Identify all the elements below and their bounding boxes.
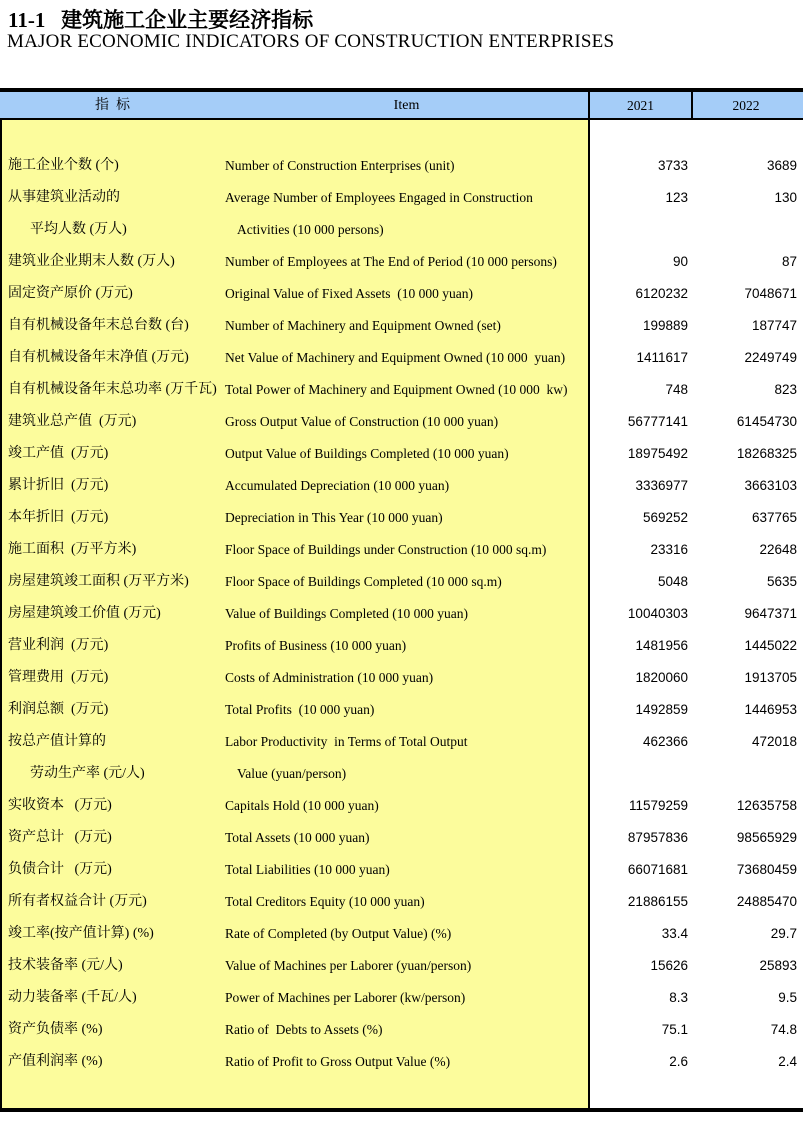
value-2021: 11579259 <box>628 798 688 813</box>
indicator-name-en: Total Profits (10 000 yuan) <box>225 702 375 717</box>
table-body <box>0 120 803 1108</box>
indicator-name-cn: 平均人数 (万人) <box>30 222 127 237</box>
indicator-name-en: Accumulated Depreciation (10 000 yuan) <box>225 478 450 493</box>
value-2022: 3689 <box>766 158 797 173</box>
value-2022: 61454730 <box>736 414 797 429</box>
indicator-name-cn: 产值利润率 (%) <box>8 1054 103 1069</box>
indicator-name-en: Value of Buildings Completed (10 000 yuan) <box>225 606 468 621</box>
table-row <box>2 982 803 1014</box>
value-2021: 199889 <box>642 318 688 333</box>
indicator-name-en: Ratio of Profit to Gross Output Value (%) <box>225 1054 451 1069</box>
table-row <box>2 1046 803 1078</box>
value-2022: 73680459 <box>736 862 797 877</box>
value-2021: 6120232 <box>635 286 688 301</box>
table-row <box>2 278 803 310</box>
value-2022: 5635 <box>766 574 797 589</box>
indicator-name-cn: 管理费用 (万元) <box>8 670 109 685</box>
table-row <box>2 758 803 790</box>
value-2022: 2249749 <box>744 350 797 365</box>
table-row <box>2 438 803 470</box>
table-row <box>2 374 803 406</box>
indicator-name-cn: 负债合计 (万元) <box>8 862 112 877</box>
table-row <box>2 630 803 662</box>
table-row <box>2 310 803 342</box>
value-2022: 9.5 <box>778 990 797 1005</box>
indicator-name-cn: 竣工率(按产值计算) (%) <box>8 926 154 941</box>
table-row <box>2 726 803 758</box>
indicator-name-en: Depreciation in This Year (10 000 yuan) <box>225 510 443 525</box>
value-2021: 15626 <box>650 958 688 973</box>
value-2021: 1492859 <box>635 702 688 717</box>
indicator-name-en: Total Creditors Equity (10 000 yuan) <box>225 894 425 909</box>
indicator-name-en: Floor Space of Buildings Completed (10 000 sq.m) <box>225 574 502 589</box>
value-2022: 130 <box>774 190 797 205</box>
table-row <box>2 214 803 246</box>
indicator-name-en: Net Value of Machinery and Equipment Owned (10 000 yuan) <box>225 350 566 365</box>
indicator-name-cn: 本年折旧 (万元) <box>8 510 109 525</box>
value-2021: 18975492 <box>627 446 688 461</box>
value-2022: 823 <box>774 382 797 397</box>
table-row <box>2 534 803 566</box>
indicator-name-cn: 技术装备率 (元/人) <box>8 958 123 973</box>
indicator-name-cn: 营业利润 (万元) <box>8 638 109 653</box>
value-2022: 472018 <box>751 734 797 749</box>
value-2022: 637765 <box>751 510 797 525</box>
indicator-name-en: Number of Machinery and Equipment Owned (set) <box>225 318 501 333</box>
table-row <box>2 662 803 694</box>
indicator-name-cn: 累计折旧 (万元) <box>8 478 109 493</box>
indicator-name-en: Power of Machines per Laborer (kw/person) <box>225 990 466 1005</box>
indicator-name-en: Value (yuan/person) <box>237 766 347 781</box>
value-2021: 23316 <box>650 542 688 557</box>
table-row <box>2 694 803 726</box>
value-2021: 2.6 <box>669 1054 688 1069</box>
value-2021: 8.3 <box>669 990 688 1005</box>
value-2022: 12635758 <box>736 798 797 813</box>
indicator-name-cn: 自有机械设备年末净值 (万元) <box>8 350 189 365</box>
table-row <box>2 598 803 630</box>
indicator-name-cn: 建筑业总产值 (万元) <box>8 414 137 429</box>
indicators-table <box>0 88 803 1112</box>
indicator-name-en: Output Value of Buildings Completed (10 000 yuan) <box>225 446 509 461</box>
value-2021: 748 <box>665 382 688 397</box>
value-2022: 87 <box>781 254 797 269</box>
value-2022: 9647371 <box>744 606 797 621</box>
value-2022 <box>688 214 797 246</box>
indicator-name-en: Rate of Completed (by Output Value) (%) <box>225 926 452 941</box>
indicator-name-cn: 建筑业企业期末人数 (万人) <box>8 254 175 269</box>
value-2021: 75.1 <box>661 1022 688 1037</box>
value-2022: 29.7 <box>770 926 797 941</box>
indicator-name-cn: 固定资产原价 (万元) <box>8 286 133 301</box>
indicator-name-cn: 从事建筑业活动的 <box>8 190 120 205</box>
value-2022: 22648 <box>759 542 797 557</box>
column-header-2021: 2021 <box>588 92 691 118</box>
table-row <box>2 406 803 438</box>
value-2021: 21886155 <box>627 894 688 909</box>
value-2021: 33.4 <box>661 926 688 941</box>
indicator-name-cn: 所有者权益合计 (万元) <box>8 894 147 909</box>
indicator-name-en: Floor Space of Buildings under Construction (10 000 sq.m) <box>225 542 547 557</box>
indicator-name-en: Profits of Business (10 000 yuan) <box>225 638 407 653</box>
value-2022: 1446953 <box>744 702 797 717</box>
indicator-name-cn: 资产负债率 (%) <box>8 1022 103 1037</box>
value-2021: 1820060 <box>635 670 688 685</box>
value-2021: 90 <box>672 254 688 269</box>
indicator-name-cn: 按总产值计算的 <box>8 734 106 749</box>
value-2021: 87957836 <box>627 830 688 845</box>
indicator-name-cn: 动力装备率 (千瓦/人) <box>8 990 137 1005</box>
value-2021 <box>588 758 688 790</box>
table-header-row <box>0 92 803 120</box>
table-row <box>2 1014 803 1046</box>
indicator-name-en: Gross Output Value of Construction (10 000 yuan) <box>225 414 499 429</box>
value-2022: 187747 <box>751 318 797 333</box>
page-title-cn: 11-1 建筑施工企业主要经济指标 <box>8 8 314 32</box>
indicator-name-en: Capitals Hold (10 000 yuan) <box>225 798 379 813</box>
indicator-name-cn: 利润总额 (万元) <box>8 702 109 717</box>
value-2021: 462366 <box>642 734 688 749</box>
value-2021: 1411617 <box>636 350 688 365</box>
indicator-name-cn: 施工面积 (万平方米) <box>8 542 137 557</box>
table-row <box>2 246 803 278</box>
value-2021: 3733 <box>657 158 688 173</box>
indicator-name-en: Average Number of Employees Engaged in Construction <box>225 190 533 205</box>
value-2022 <box>688 758 797 790</box>
value-2022: 7048671 <box>744 286 797 301</box>
value-2021: 56777141 <box>627 414 688 429</box>
indicator-name-en: Original Value of Fixed Assets (10 000 yuan) <box>225 286 473 301</box>
table-bottom-rule <box>0 1108 803 1112</box>
indicator-name-en: Total Power of Machinery and Equipment Owned (10 000 kw) <box>225 382 568 397</box>
value-2022: 18268325 <box>736 446 797 461</box>
indicator-name-cn: 施工企业个数 (个) <box>8 158 119 173</box>
value-2022: 25893 <box>759 958 797 973</box>
indicator-name-en: Total Assets (10 000 yuan) <box>225 830 370 845</box>
table-row <box>2 918 803 950</box>
indicator-name-en: Number of Employees at The End of Period (10 000 persons) <box>225 254 557 269</box>
column-header-2022: 2022 <box>691 92 799 118</box>
value-2022: 98565929 <box>736 830 797 845</box>
value-2021: 66071681 <box>627 862 688 877</box>
indicator-name-cn: 劳动生产率 (元/人) <box>30 766 145 781</box>
value-2021: 10040303 <box>627 606 688 621</box>
table-row <box>2 502 803 534</box>
indicator-name-cn: 资产总计 (万元) <box>8 830 112 845</box>
indicator-name-cn: 房屋建筑竣工面积 (万平方米) <box>8 574 189 589</box>
column-header-item: Item <box>393 98 420 113</box>
indicator-name-en: Activities (10 000 persons) <box>237 222 384 237</box>
page-title-en: MAJOR ECONOMIC INDICATORS OF CONSTRUCTION ENTERPRISES <box>7 31 615 52</box>
table-row <box>2 886 803 918</box>
value-2021: 1481956 <box>635 638 688 653</box>
table-row <box>2 150 803 182</box>
column-header-indicator: 指 标 <box>95 98 130 113</box>
table-row <box>2 950 803 982</box>
value-2022: 1445022 <box>744 638 797 653</box>
value-2022: 74.8 <box>770 1022 797 1037</box>
indicator-name-cn: 房屋建筑竣工价值 (万元) <box>8 606 161 621</box>
table-row <box>2 790 803 822</box>
indicator-name-cn: 竣工产值 (万元) <box>8 446 109 461</box>
value-2022: 3663103 <box>744 478 797 493</box>
value-2021: 5048 <box>657 574 688 589</box>
table-row <box>2 182 803 214</box>
value-2021: 569252 <box>642 510 688 525</box>
indicator-name-cn: 自有机械设备年末总台数 (台) <box>8 318 189 333</box>
indicator-name-en: Costs of Administration (10 000 yuan) <box>225 670 434 685</box>
value-2021 <box>588 214 688 246</box>
indicator-name-en: Total Liabilities (10 000 yuan) <box>225 862 390 877</box>
value-2021: 3336977 <box>635 478 688 493</box>
indicator-name-cn: 实收资本 (万元) <box>8 798 112 813</box>
value-2022: 24885470 <box>736 894 797 909</box>
table-row <box>2 342 803 374</box>
value-2022: 1913705 <box>744 670 797 685</box>
indicator-name-en: Number of Construction Enterprises (unit) <box>225 158 455 173</box>
table-row <box>2 822 803 854</box>
indicator-name-cn: 自有机械设备年末总功率 (万千瓦) <box>8 382 217 397</box>
indicator-name-en: Ratio of Debts to Assets (%) <box>225 1022 383 1037</box>
value-2022: 2.4 <box>778 1054 797 1069</box>
indicator-name-en: Labor Productivity in Terms of Total Output <box>225 734 468 749</box>
table-row <box>2 854 803 886</box>
table-row <box>2 566 803 598</box>
indicator-name-en: Value of Machines per Laborer (yuan/person) <box>225 958 472 973</box>
table-row <box>2 470 803 502</box>
value-2021: 123 <box>665 190 688 205</box>
